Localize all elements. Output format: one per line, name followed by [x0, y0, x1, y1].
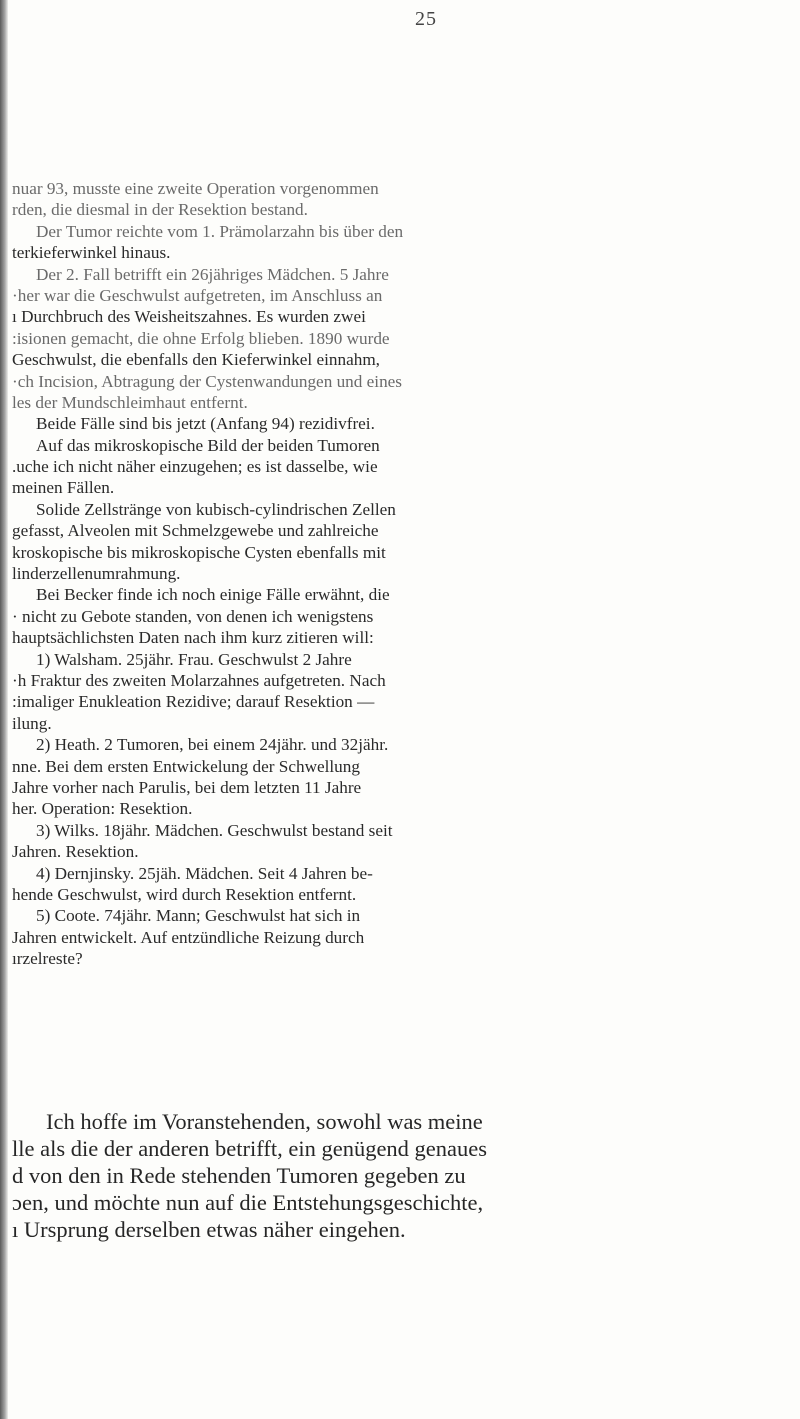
text-line: 2) Heath. 2 Tumoren, bei einem 24jähr. und 32jähr. — [36, 735, 389, 755]
text-line: gefasst, Alveolen mit Schmelzgewebe und zahlreiche — [12, 521, 379, 541]
text-line: ·her war die Geschwulst aufgetreten, im Anschluss an — [12, 285, 383, 305]
text-line: kroskopische bis mikroskopische Cysten ebenfalls mit — [12, 542, 386, 562]
text-line: 3) Wilks. 18jähr. Mädchen. Geschwulst bestand seit — [36, 820, 393, 840]
text-line: ırzelreste? — [12, 949, 83, 969]
text-line: linderzellenumrahmung. — [12, 564, 181, 584]
text-line: Der 2. Fall betrifft ein 26jähriges Mädchen. 5 Jahre — [36, 264, 389, 284]
text-line: 4) Dernjinsky. 25jäh. Mädchen. Seit 4 Jahren be- — [36, 863, 373, 883]
text-line: ·h Fraktur des zweiten Molarzahnes aufgetreten. Nach — [12, 670, 386, 690]
text-line: Jahre vorher nach Parulis, bei dem letzten 11 Jahre — [12, 777, 362, 797]
body-text-large — [12, 1108, 798, 1243]
text-line: ı Durchbruch des Weisheitszahnes. Es wurden zwei — [12, 307, 366, 327]
text-line: ilung. — [12, 713, 52, 733]
text-line: :isionen gemacht, die ohne Erfolg blieben. 1890 wurde — [12, 328, 390, 348]
page-number: 25 — [415, 8, 437, 30]
text-line: ı Ursprung derselben etwas näher eingehen. — [12, 1217, 406, 1242]
text-line: Beide Fälle sind bis jetzt (Anfang 94) rezidivfrei. — [36, 414, 375, 434]
text-line: Ich hoffe im Voranstehenden, sowohl was meine — [46, 1109, 483, 1134]
text-line: Jahren. Resektion. — [12, 842, 139, 862]
text-line: her. Operation: Resektion. — [12, 799, 193, 819]
text-line: d von den in Rede stehenden Tumoren gegeben zu — [12, 1163, 466, 1188]
text-line: Solide Zellstränge von kubisch-cylindrischen Zellen — [36, 499, 396, 519]
text-line: 1) Walsham. 25jähr. Frau. Geschwulst 2 Jahre — [36, 649, 352, 669]
page-binding-edge — [0, 0, 8, 1419]
text-line: Der Tumor reichte vom 1. Prämolarzahn bis über den — [36, 221, 404, 241]
text-line: meinen Fällen. — [12, 478, 115, 498]
text-line: Jahren entwickelt. Auf entzündliche Reizung durch — [12, 927, 365, 947]
text-line: 5) Coote. 74jähr. Mann; Geschwulst hat sich in — [36, 906, 361, 926]
text-line: hauptsächlichsten Daten nach ihm kurz zitieren will: — [12, 628, 374, 648]
text-line: Geschwulst, die ebenfalls den Kieferwinkel einnahm, — [12, 350, 380, 370]
text-line: ·ch Incision, Abtragung der Cystenwandungen und eines — [12, 371, 402, 391]
text-line: ɔen, und möchte nun auf die Entstehungsgeschichte, — [12, 1190, 484, 1215]
text-line: nuar 93, musste eine zweite Operation vorgenommen — [12, 179, 379, 198]
text-line: Auf das mikroskopische Bild der beiden Tumoren — [36, 435, 380, 455]
text-line: nne. Bei dem ersten Entwickelung der Schwellung — [12, 756, 360, 776]
text-line: · nicht zu Gebote standen, von denen ich wenigstens — [12, 606, 374, 626]
text-line: :imaliger Enukleation Rezidive; darauf Resektion — — [12, 692, 375, 712]
text-line: lle als die der anderen betrifft, ein genügend genaues — [12, 1136, 488, 1161]
body-text-small — [12, 178, 798, 969]
text-line: terkieferwinkel hinaus. — [12, 243, 171, 263]
text-line: hende Geschwulst, wird durch Resektion entfernt. — [12, 884, 357, 904]
text-line: les der Mundschleimhaut entfernt. — [12, 392, 248, 412]
text-line: .uche ich nicht näher einzugehen; es ist dasselbe, wie — [12, 457, 378, 477]
text-line: rden, die diesmal in der Resektion bestand. — [12, 200, 308, 220]
text-line: Bei Becker finde ich noch einige Fälle erwähnt, die — [36, 585, 390, 605]
